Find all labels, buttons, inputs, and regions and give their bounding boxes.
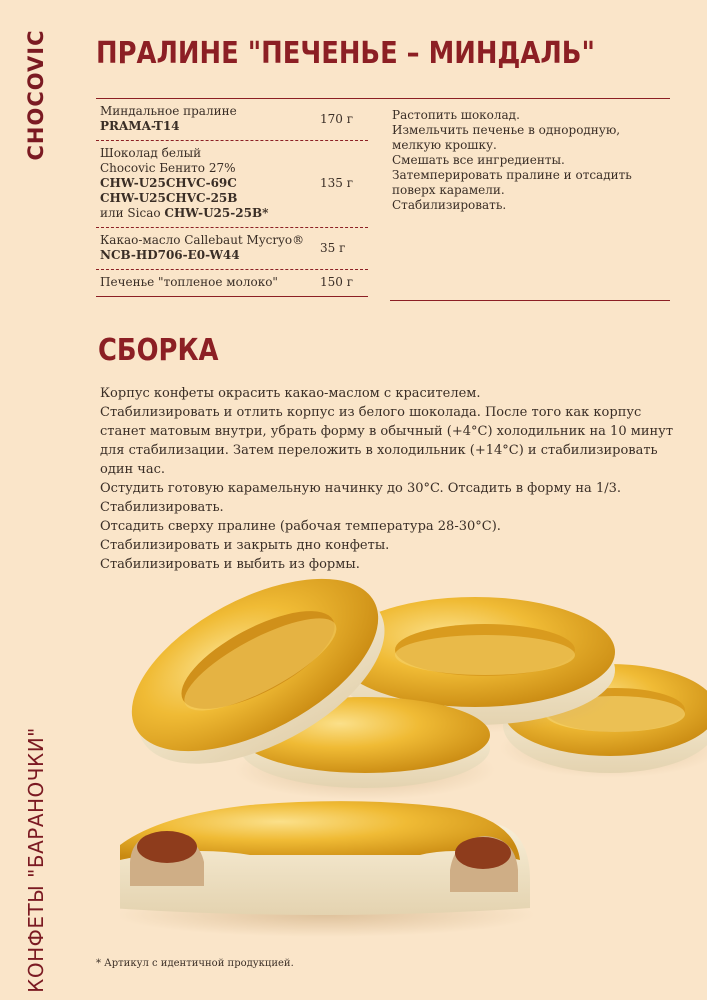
ingredient-line: Печенье "топленое молоко" [100,275,278,289]
page-title: ПРАЛИНЕ "ПЕЧЕНЬЕ – МИНДАЛЬ" [96,36,595,71]
assembly-step: Стабилизировать и закрыть дно конфеты. [100,538,390,553]
ingredient-row [96,99,368,141]
ingredient-quantity: 170 г [320,111,354,126]
preparation-step: Затемперировать пралине и отсадить поверх карамели. [392,168,632,197]
series-label-text: КОНФЕТЫ "БАРАНОЧКИ" [24,727,48,993]
ingredient-line: CHW-U25CHVC-69C [100,176,237,190]
assembly-step: Стабилизировать и отлить корпус из белого шоколада. После того как корпус станет матовым внутри, убрать форму в обычный (+4°C) холодильник на 10 минут для стабилизации. Затем переложить в холодильник (+14°C) и стабилизировать один час. [100,405,674,477]
assembly-title: СБОРКА [98,333,219,368]
preparation-steps [392,108,672,213]
ingredient-line: PRAMA-T14 [100,119,180,133]
ingredient-quantity: 35 г [320,240,346,255]
ingredient-line: Chocovic Бенито 27% [100,161,236,175]
footnote: * Артикул с идентичной продукцией. [96,958,294,969]
ingredient-line: или Sicao CHW-U25-25B* [100,206,269,220]
ingredient-line: Миндальное пралине [100,104,237,118]
ingredient-row [96,228,368,270]
steps-divider [390,300,670,301]
assembly-step: Корпус конфеты окрасить какао-маслом с красителем. [100,386,481,401]
ingredient-name [100,275,320,290]
ingredient-code: CHW-U25-25B* [164,206,269,220]
ingredients-table [96,99,368,297]
preparation-step: Стабилизировать. [392,198,507,212]
brand-name: CHOCOVIC [24,29,48,161]
ingredient-line: Какао-масло Callebaut Mycryo® [100,233,305,247]
ingredient-row [96,270,368,297]
preparation-step: Измельчить печенье в однородную, мелкую крошку. [392,123,621,152]
candy-photo [120,570,707,950]
ingredient-row [96,141,368,228]
assembly-instructions [100,384,680,574]
ingredient-line: CHW-U25CHVC-25B [100,191,238,205]
ingredient-line: Шоколад белый [100,146,202,160]
assembly-step: Отсадить сверху пралине (рабочая температура 28-30°C). [100,519,501,534]
ingredient-name [100,104,320,134]
preparation-step: Растопить шоколад. [392,108,520,122]
ingredient-name [100,146,320,221]
assembly-step: Стабилизировать. [100,500,224,515]
assembly-step: Стабилизировать и выбить из формы. [100,557,360,572]
ingredient-name [100,233,320,263]
brand-logo [23,30,49,160]
ingredient-quantity: 150 г [320,275,354,289]
ingredient-line: NCB-HD706-E0-W44 [100,248,240,262]
series-label [22,727,50,993]
preparation-step: Смешать все ингредиенты. [392,153,565,167]
ingredient-quantity: 135 г [320,176,354,190]
candy-cross-section [120,801,535,937]
assembly-step: Остудить готовую карамельную начинку до 30°C. Отсадить в форму на 1/3. [100,481,621,496]
